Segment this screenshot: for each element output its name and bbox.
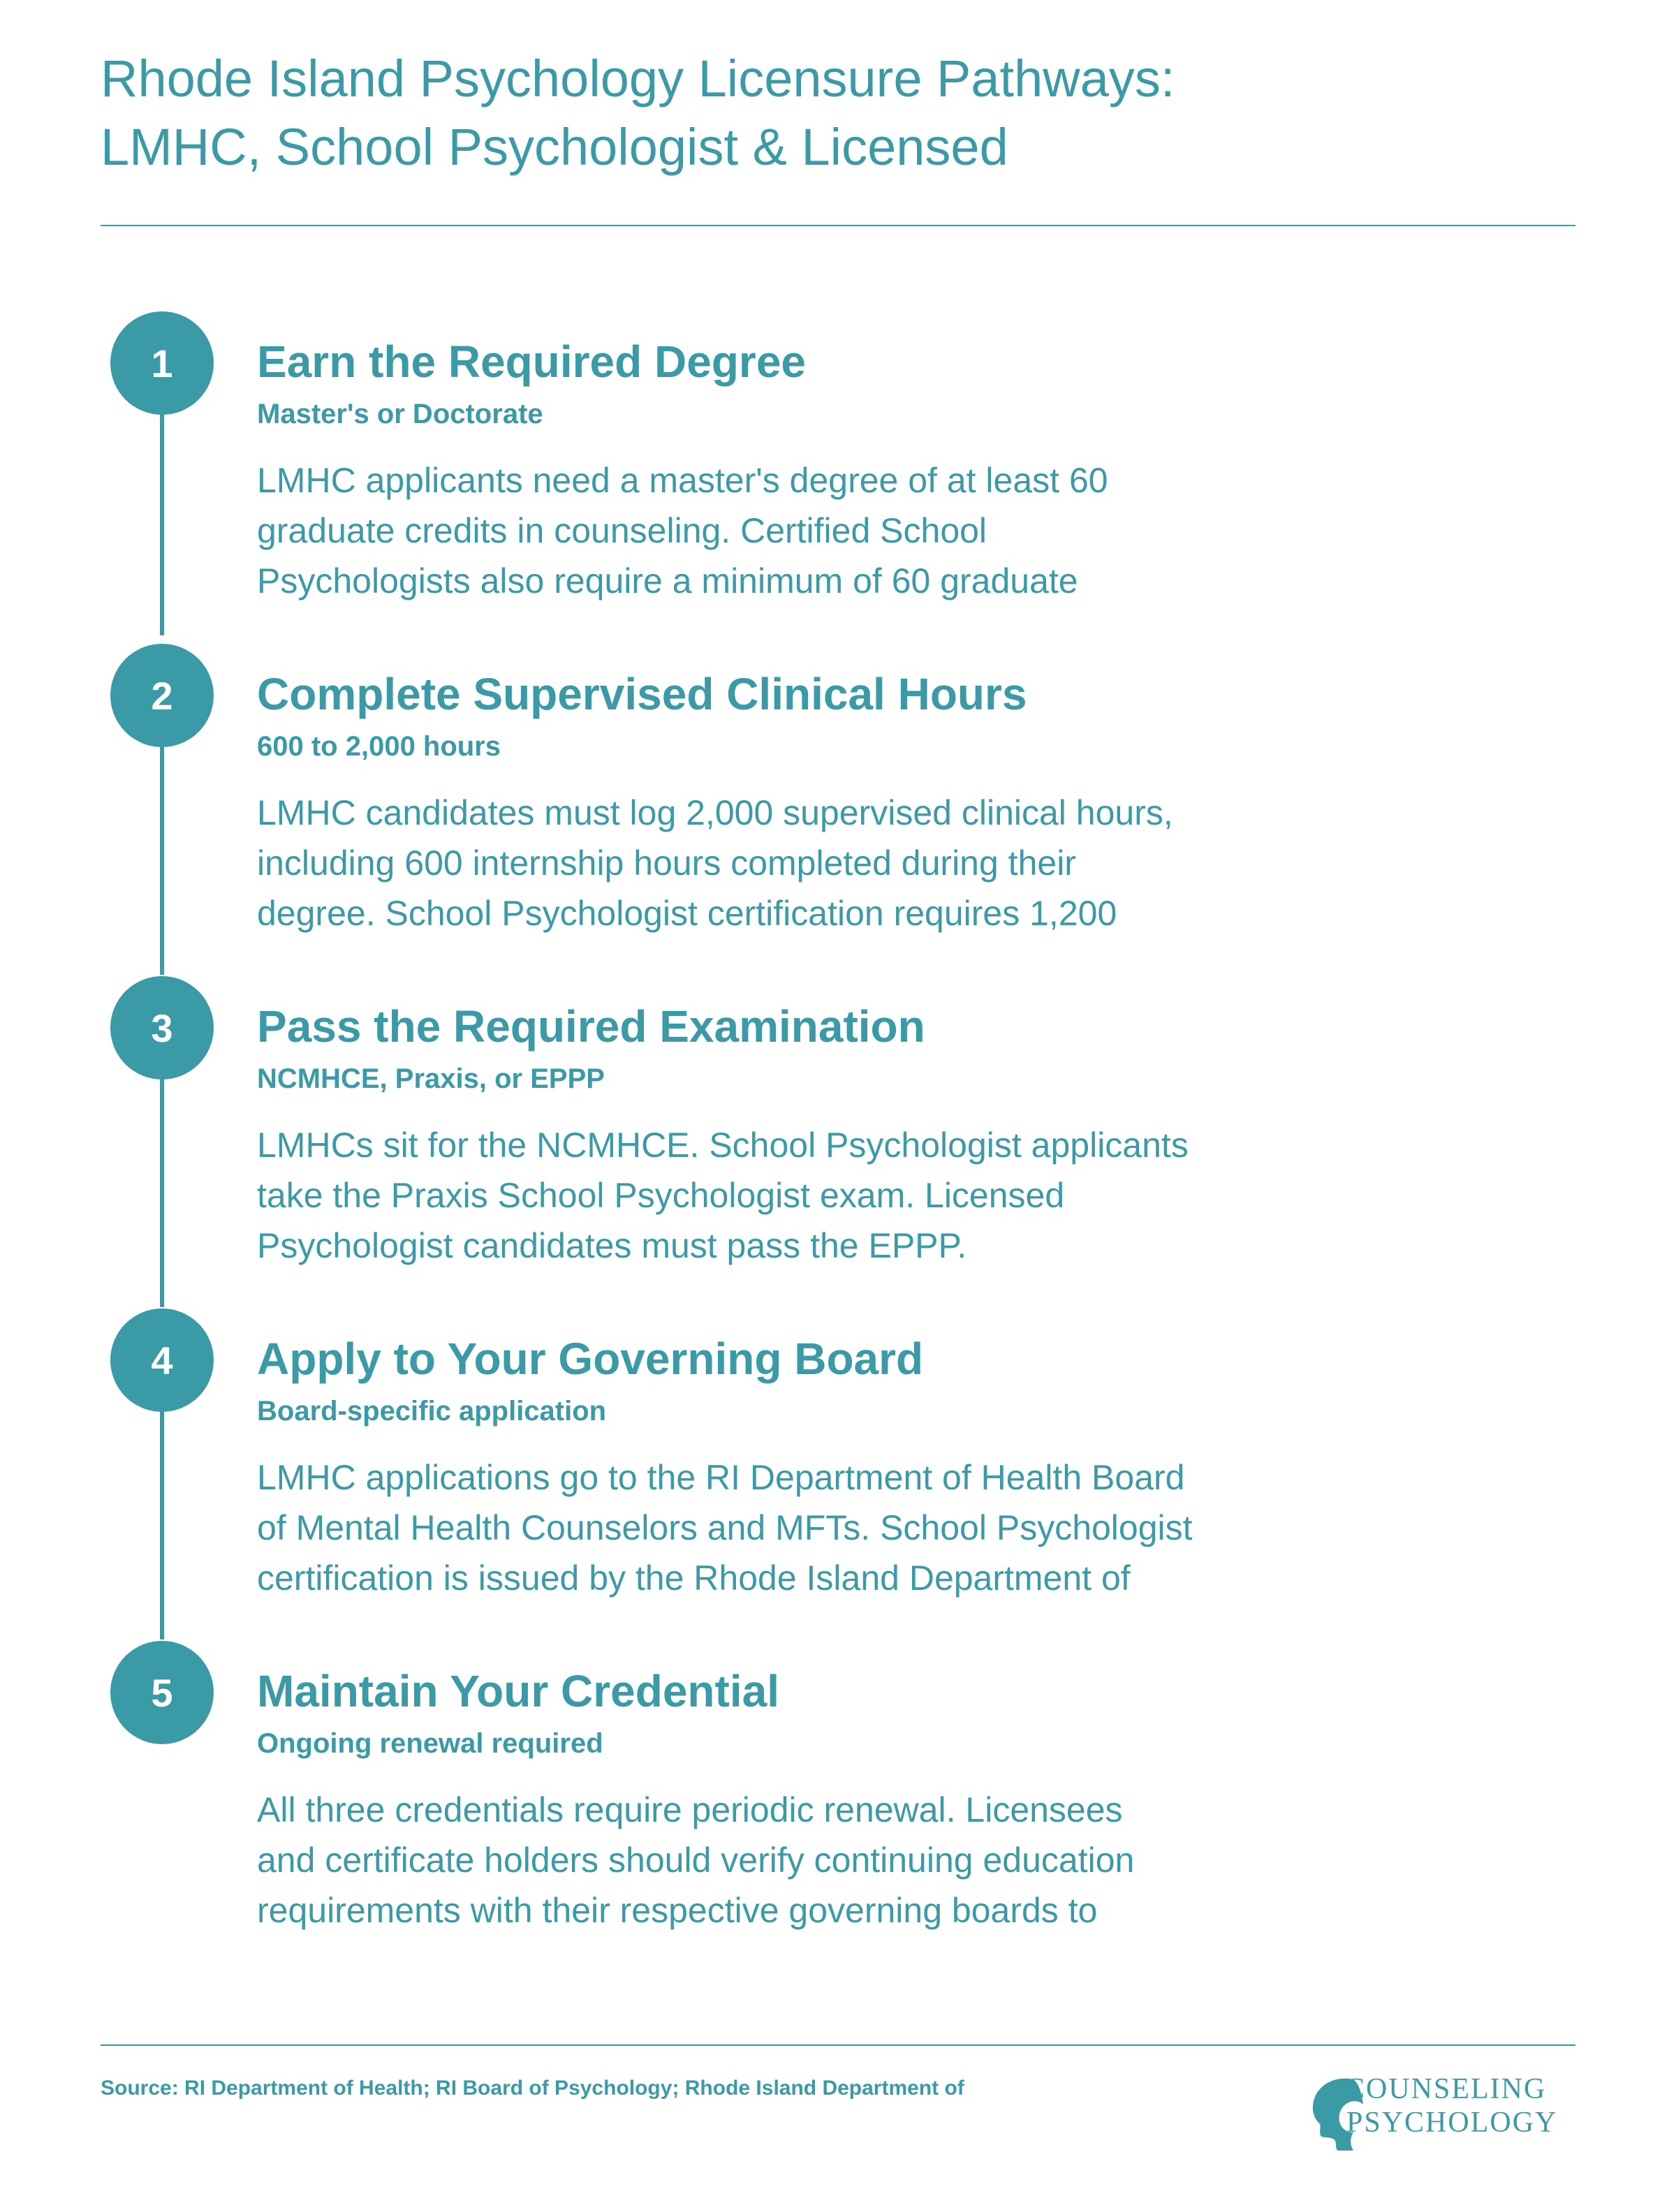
step-heading: Earn the Required Degree: [257, 337, 806, 387]
step-1: [257, 335, 1346, 606]
step-description: [257, 1785, 1346, 1936]
step-number: 5: [151, 1670, 173, 1715]
step-description: [257, 1120, 1346, 1271]
step-description-line: degree. School Psychologist certification requires 1,200: [257, 894, 1117, 933]
step-description: [257, 788, 1346, 938]
step-subheading: 600 to 2,000 hours: [257, 731, 501, 762]
step-description-line: certification is issued by the Rhode Island Department of: [257, 1558, 1131, 1598]
step-number: 1: [151, 341, 173, 385]
timeline-connector: [160, 1077, 164, 1307]
step-number-badge: [110, 1308, 214, 1412]
step-subheading: Board-specific application: [257, 1396, 607, 1426]
top-divider: [101, 225, 1575, 226]
step-number-badge: [110, 311, 214, 415]
step-3: [257, 1000, 1346, 1271]
step-2: [257, 668, 1346, 938]
step-number-badge: [110, 644, 214, 747]
timeline-connector: [160, 744, 164, 975]
page-title-line-1: Rhode Island Psychology Licensure Pathways:: [101, 50, 1175, 108]
step-description-line: Psychologists also require a minimum of 60 graduate: [257, 561, 1078, 600]
step-description-line: requirements with their respective governing boards to: [257, 1891, 1098, 1930]
step-4: [257, 1332, 1346, 1603]
source-citation: Source: RI Department of Health; RI Board of Psychology; Rhode Island Department of: [101, 2077, 964, 2100]
step-heading: Maintain Your Credential: [257, 1666, 779, 1716]
step-description-line: graduate credits in counseling. Certified School: [257, 511, 987, 550]
timeline-connector: [160, 412, 164, 635]
step-heading: Apply to Your Governing Board: [257, 1334, 924, 1384]
step-subheading: Ongoing renewal required: [257, 1728, 603, 1759]
step-number: 4: [151, 1338, 173, 1382]
step-description-line: LMHCs sit for the NCMHCE. School Psychologist applicants: [257, 1126, 1189, 1165]
logo-text-line-1: COUNSELING: [1345, 2073, 1547, 2105]
page-title-line-2: LMHC, School Psychologist & Licensed: [101, 118, 1008, 176]
step-heading: Complete Supervised Clinical Hours: [257, 669, 1027, 719]
logo-text-line-2: PSYCHOLOGY: [1346, 2107, 1558, 2139]
counseling-psychology-logo: [1304, 2072, 1563, 2156]
step-description-line: LMHC applications go to the RI Department of Health Board: [257, 1458, 1185, 1497]
step-description-line: All three credentials require periodic renewal. Licensees: [257, 1790, 1123, 1829]
step-number: 3: [151, 1005, 173, 1050]
step-description-line: LMHC applicants need a master's degree of at least 60: [257, 461, 1108, 500]
step-description-line: and certificate holders should verify continuing education: [257, 1841, 1135, 1880]
step-description-line: LMHC candidates must log 2,000 supervised clinical hours,: [257, 793, 1173, 832]
step-number-badge: [110, 976, 214, 1079]
timeline-connector: [160, 1409, 164, 1639]
step-subheading: Master's or Doctorate: [257, 399, 543, 429]
step-description-line: take the Praxis School Psychologist exam. Licensed: [257, 1176, 1065, 1215]
step-description: [257, 1452, 1346, 1603]
step-5: [257, 1665, 1346, 1936]
page-title: [101, 45, 1567, 182]
step-description-line: of Mental Health Counselors and MFTs. School Psychologist: [257, 1508, 1193, 1547]
step-number-badge: [110, 1641, 214, 1744]
bottom-divider: [101, 2044, 1575, 2046]
step-description-line: including 600 internship hours completed during their: [257, 843, 1076, 883]
step-heading: Pass the Required Examination: [257, 1001, 925, 1052]
step-description-line: Psychologist candidates must pass the EPPP.: [257, 1226, 967, 1265]
step-description: [257, 455, 1346, 606]
step-subheading: NCMHCE, Praxis, or EPPP: [257, 1063, 605, 1094]
step-number: 2: [151, 673, 173, 718]
